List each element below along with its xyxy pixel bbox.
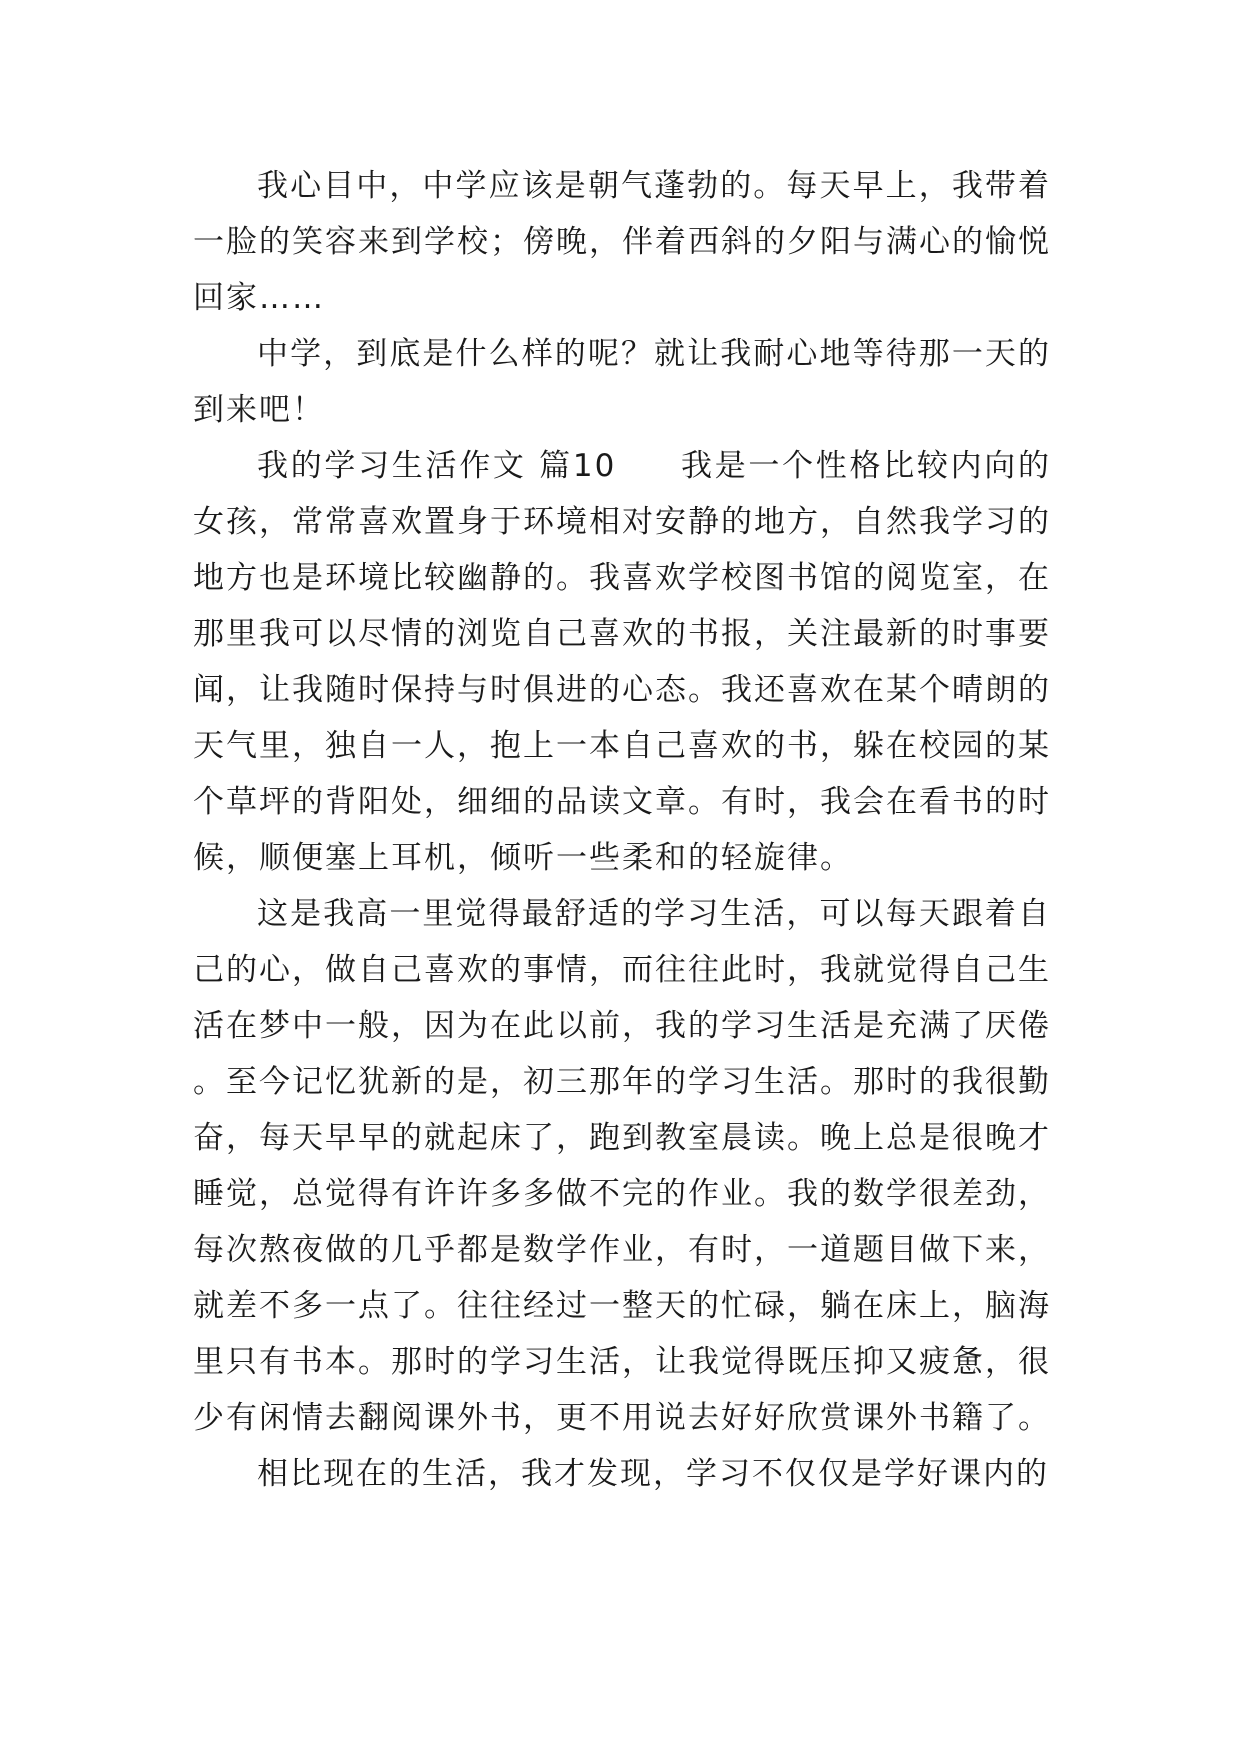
section-paragraph <box>193 438 1051 886</box>
paragraph-3: 这是我高一里觉得最舒适的学习生活，可以每天跟着自己的心，做自己喜欢的事情，而往往此时，我就觉得自己生活在梦中一般，因为在此以前，我的学习生活是充满了厌倦。至今记忆犹新的是，初三那年的学习生活。那时的我很勤奋，每天早早的就起床了，跑到教室晨读。晚上总是很晚才睡觉，总觉得有许许多多做不完的作业。我的数学很差劲，每次熬夜做的几乎都是数学作业，有时，一道题目做下来，就差不多一点了。往往经过一整天的忙碌，躺在床上，脑海里只有书本。那时的学习生活，让我觉得既压抑又疲惫，很少有闲情去翻阅课外书，更不用说去好好欣赏课外书籍了。 <box>193 896 1051 1436</box>
paragraph-2: 中学，到底是什么样的呢？就让我耐心地等待那一天的到来吧！ <box>193 336 1051 428</box>
paragraph-1: 我心目中，中学应该是朝气蓬勃的。每天早上，我带着一脸的笑容来到学校；傍晚，伴着西斜的夕阳与满心的愉悦回家…… <box>193 168 1051 316</box>
section-heading: 我的学习生活作文 篇10 <box>257 448 617 484</box>
paragraph-4: 相比现在的生活，我才发现，学习不仅仅是学好课内的 <box>257 1456 1049 1492</box>
section-body: 我是一个性格比较内向的女孩，常常喜欢置身于环境相对安静的地方，自然我学习的地方也是环境比较幽静的。我喜欢学校图书馆的阅览室，在那里我可以尽情的浏览自己喜欢的书报，关注最新的时事要闻，让我随时保持与时俱进的心态。我还喜欢在某个晴朗的天气里，独自一人，抱上一本自己喜欢的书，躲在校园的某个草坪的背阳处，细细的品读文章。有时，我会在看书的时候，顺便塞上耳机，倾听一些柔和的轻旋律。 <box>193 448 1051 876</box>
document-body <box>193 158 1051 1502</box>
